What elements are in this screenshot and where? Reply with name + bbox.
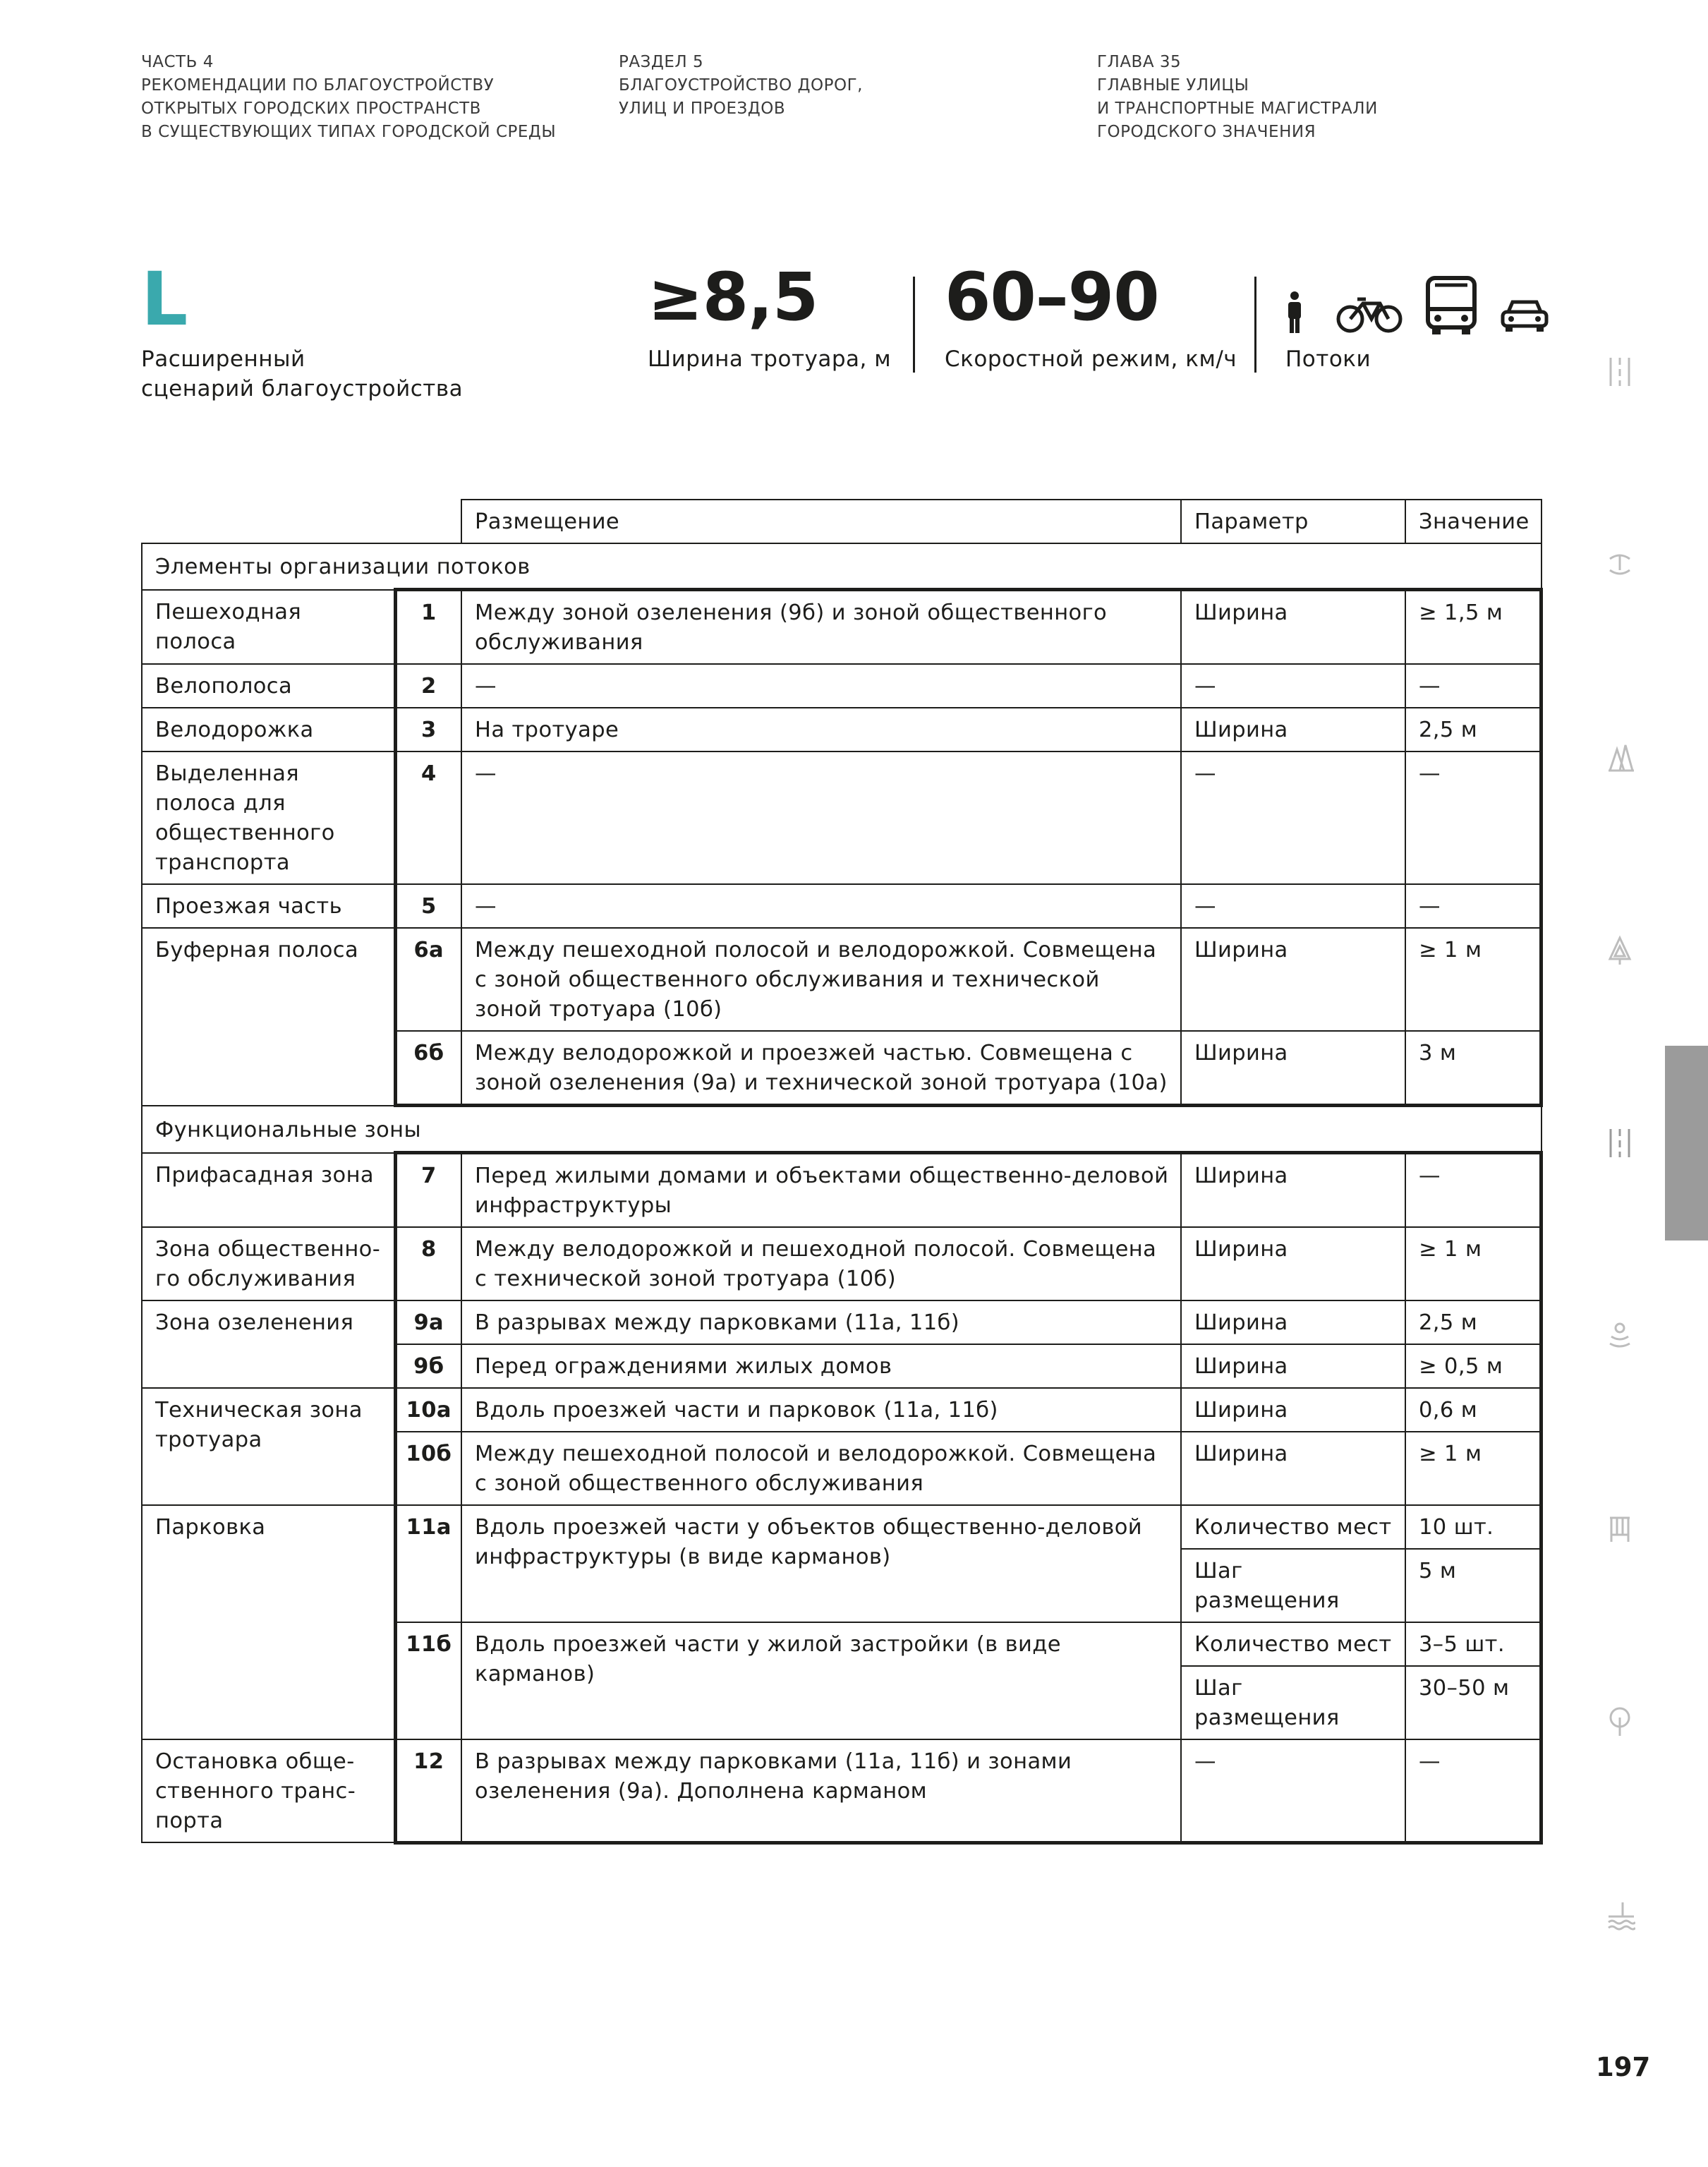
table-header-row (142, 500, 1542, 543)
metric-speed (945, 259, 1237, 372)
tree-icon (1607, 935, 1633, 966)
table-row: Зона общественного обслуживания 8 Между велодорожкой и пешеходной полосой. Совмещена с технической зоной тротуара (10б) Ширина ≥ 1 м (142, 1227, 1542, 1300)
table-row: Велодорожка 3 На тротуаре Ширина 2,5 м (142, 708, 1542, 751)
metric-width-value: ≥8,5 (648, 259, 818, 336)
metric-width-label: Ширина тротуара, м (648, 346, 892, 372)
round-tree-icon (1607, 1706, 1633, 1737)
table-row: 6б Между велодорожкой и проезжей частью. Совмещена с зоной озеленения (9а) и технической зоной тротуара (10а) Ширина 3 м (142, 1031, 1542, 1106)
table-row: Остановка общественного транспорта 12 В разрывах между парковками (11а, 11б) и зонами озеленения (9а). Дополнена карманом — — (142, 1739, 1542, 1842)
table-row: Прифасадная зона 7 Перед жилыми домами и объектами общественно-деловой инфраструктуры Ширина — (142, 1153, 1542, 1228)
table-row: Парковка 11а Вдоль проезжей части у объектов общественно-деловой инфраструктуры (в виде карманов) Количество мест 10 шт. (142, 1505, 1542, 1549)
header-part: ЧАСТЬ 4 РЕКОМЕНДАЦИИ ПО БЛАГОУСТРОЙСТВУ ОТКРЫТЫХ ГОРОДСКИХ ПРОСТРАНСТВ В СУЩЕСТВУЮЩИХ ТИПАХ ГОРОДСКОЙ СРЕДЫ (141, 53, 557, 141)
bench-icon (1607, 549, 1633, 580)
header-chapter: ГЛАВА 35 ГЛАВНЫЕ УЛИЦЫ И ТРАНСПОРТНЫЕ МАГИСТРАЛИ ГОРОДСКОГО ЗНАЧЕНИЯ (1097, 53, 1378, 141)
table-row: Шаг размещения 30–50 м (142, 1666, 1542, 1739)
table-row: Велополоса 2 — — — (142, 664, 1542, 708)
header-parameter: Параметр (1181, 500, 1405, 543)
table-row: Буферная полоса 6а Между пешеходной полосой и велодорожкой. Совмещена с зоной общественного обслуживания и технической зоной тротуара (10б) Ширина ≥ 1 м (142, 928, 1542, 1031)
table-row: 11б Вдоль проезжей части у жилой застройки (в виде карманов) Количество мест 3–5 шт. (142, 1622, 1542, 1666)
section-row (142, 1106, 1542, 1153)
divider (913, 277, 915, 373)
table-row: Шаг размещения 5 м (142, 1549, 1542, 1622)
table-row: Зона озеленения 9а В разрывах между парковками (11а, 11б) Ширина 2,5 м (142, 1300, 1542, 1344)
elements-table (141, 499, 1543, 1845)
table-row: Техническая зона тротуара 10а Вдоль проезжей части и парковок (11а, 11б) Ширина 0,6 м (142, 1388, 1542, 1432)
section-title: Функциональные зоны (142, 1106, 1542, 1153)
metric-speed-value: 60–90 (945, 259, 1159, 336)
metric-flows-label: Потоки (1285, 346, 1371, 372)
header-section: РАЗДЕЛ 5 БЛАГОУСТРОЙСТВО ДОРОГ, УЛИЦ И ПРОЕЗДОВ (619, 53, 863, 118)
road-lanes-active-icon (1607, 1128, 1633, 1159)
scenario-letter: L (141, 256, 188, 342)
table-row: Выделенная полоса для общественного транспорта 4 — — — (142, 751, 1542, 884)
gate-icon (1607, 1514, 1633, 1545)
header-value: Значение (1405, 500, 1542, 543)
section-title: Элементы организации потоков (142, 543, 1542, 590)
table-row: 10б Между пешеходной полосой и велодорожкой. Совмещена с зоной общественного обслуживания Ширина ≥ 1 м (142, 1432, 1542, 1505)
page-number: 197 (1596, 2052, 1651, 2082)
header-placement: Размещение (461, 500, 1181, 543)
fountain-icon (1607, 1321, 1633, 1352)
bus-icon (1425, 275, 1477, 336)
section-row (142, 543, 1542, 590)
pedestrian-icon (1284, 291, 1305, 333)
scenario-title: Расширенный сценарий благоустройства (141, 346, 464, 402)
road-lanes-icon (1607, 356, 1633, 387)
table-row: Проезжая часть 5 — — — (142, 884, 1542, 928)
table-row: 9б Перед ограждениями жилых домов Ширина ≥ 0,5 м (142, 1344, 1542, 1388)
bicycle-icon (1336, 296, 1403, 333)
chapter-tab (1665, 1046, 1708, 1241)
metric-width (648, 259, 892, 372)
divider (1254, 277, 1256, 373)
metric-speed-label: Скоростной режим, км/ч (945, 346, 1237, 372)
table-row: Пешеходная полоса 1 Между зоной озеленения (9б) и зоной общественного обслуживания Ширина ≥ 1,5 м (142, 590, 1542, 665)
waterfront-icon (1607, 1900, 1635, 1931)
building-icon (1607, 742, 1635, 773)
car-icon (1500, 298, 1549, 333)
